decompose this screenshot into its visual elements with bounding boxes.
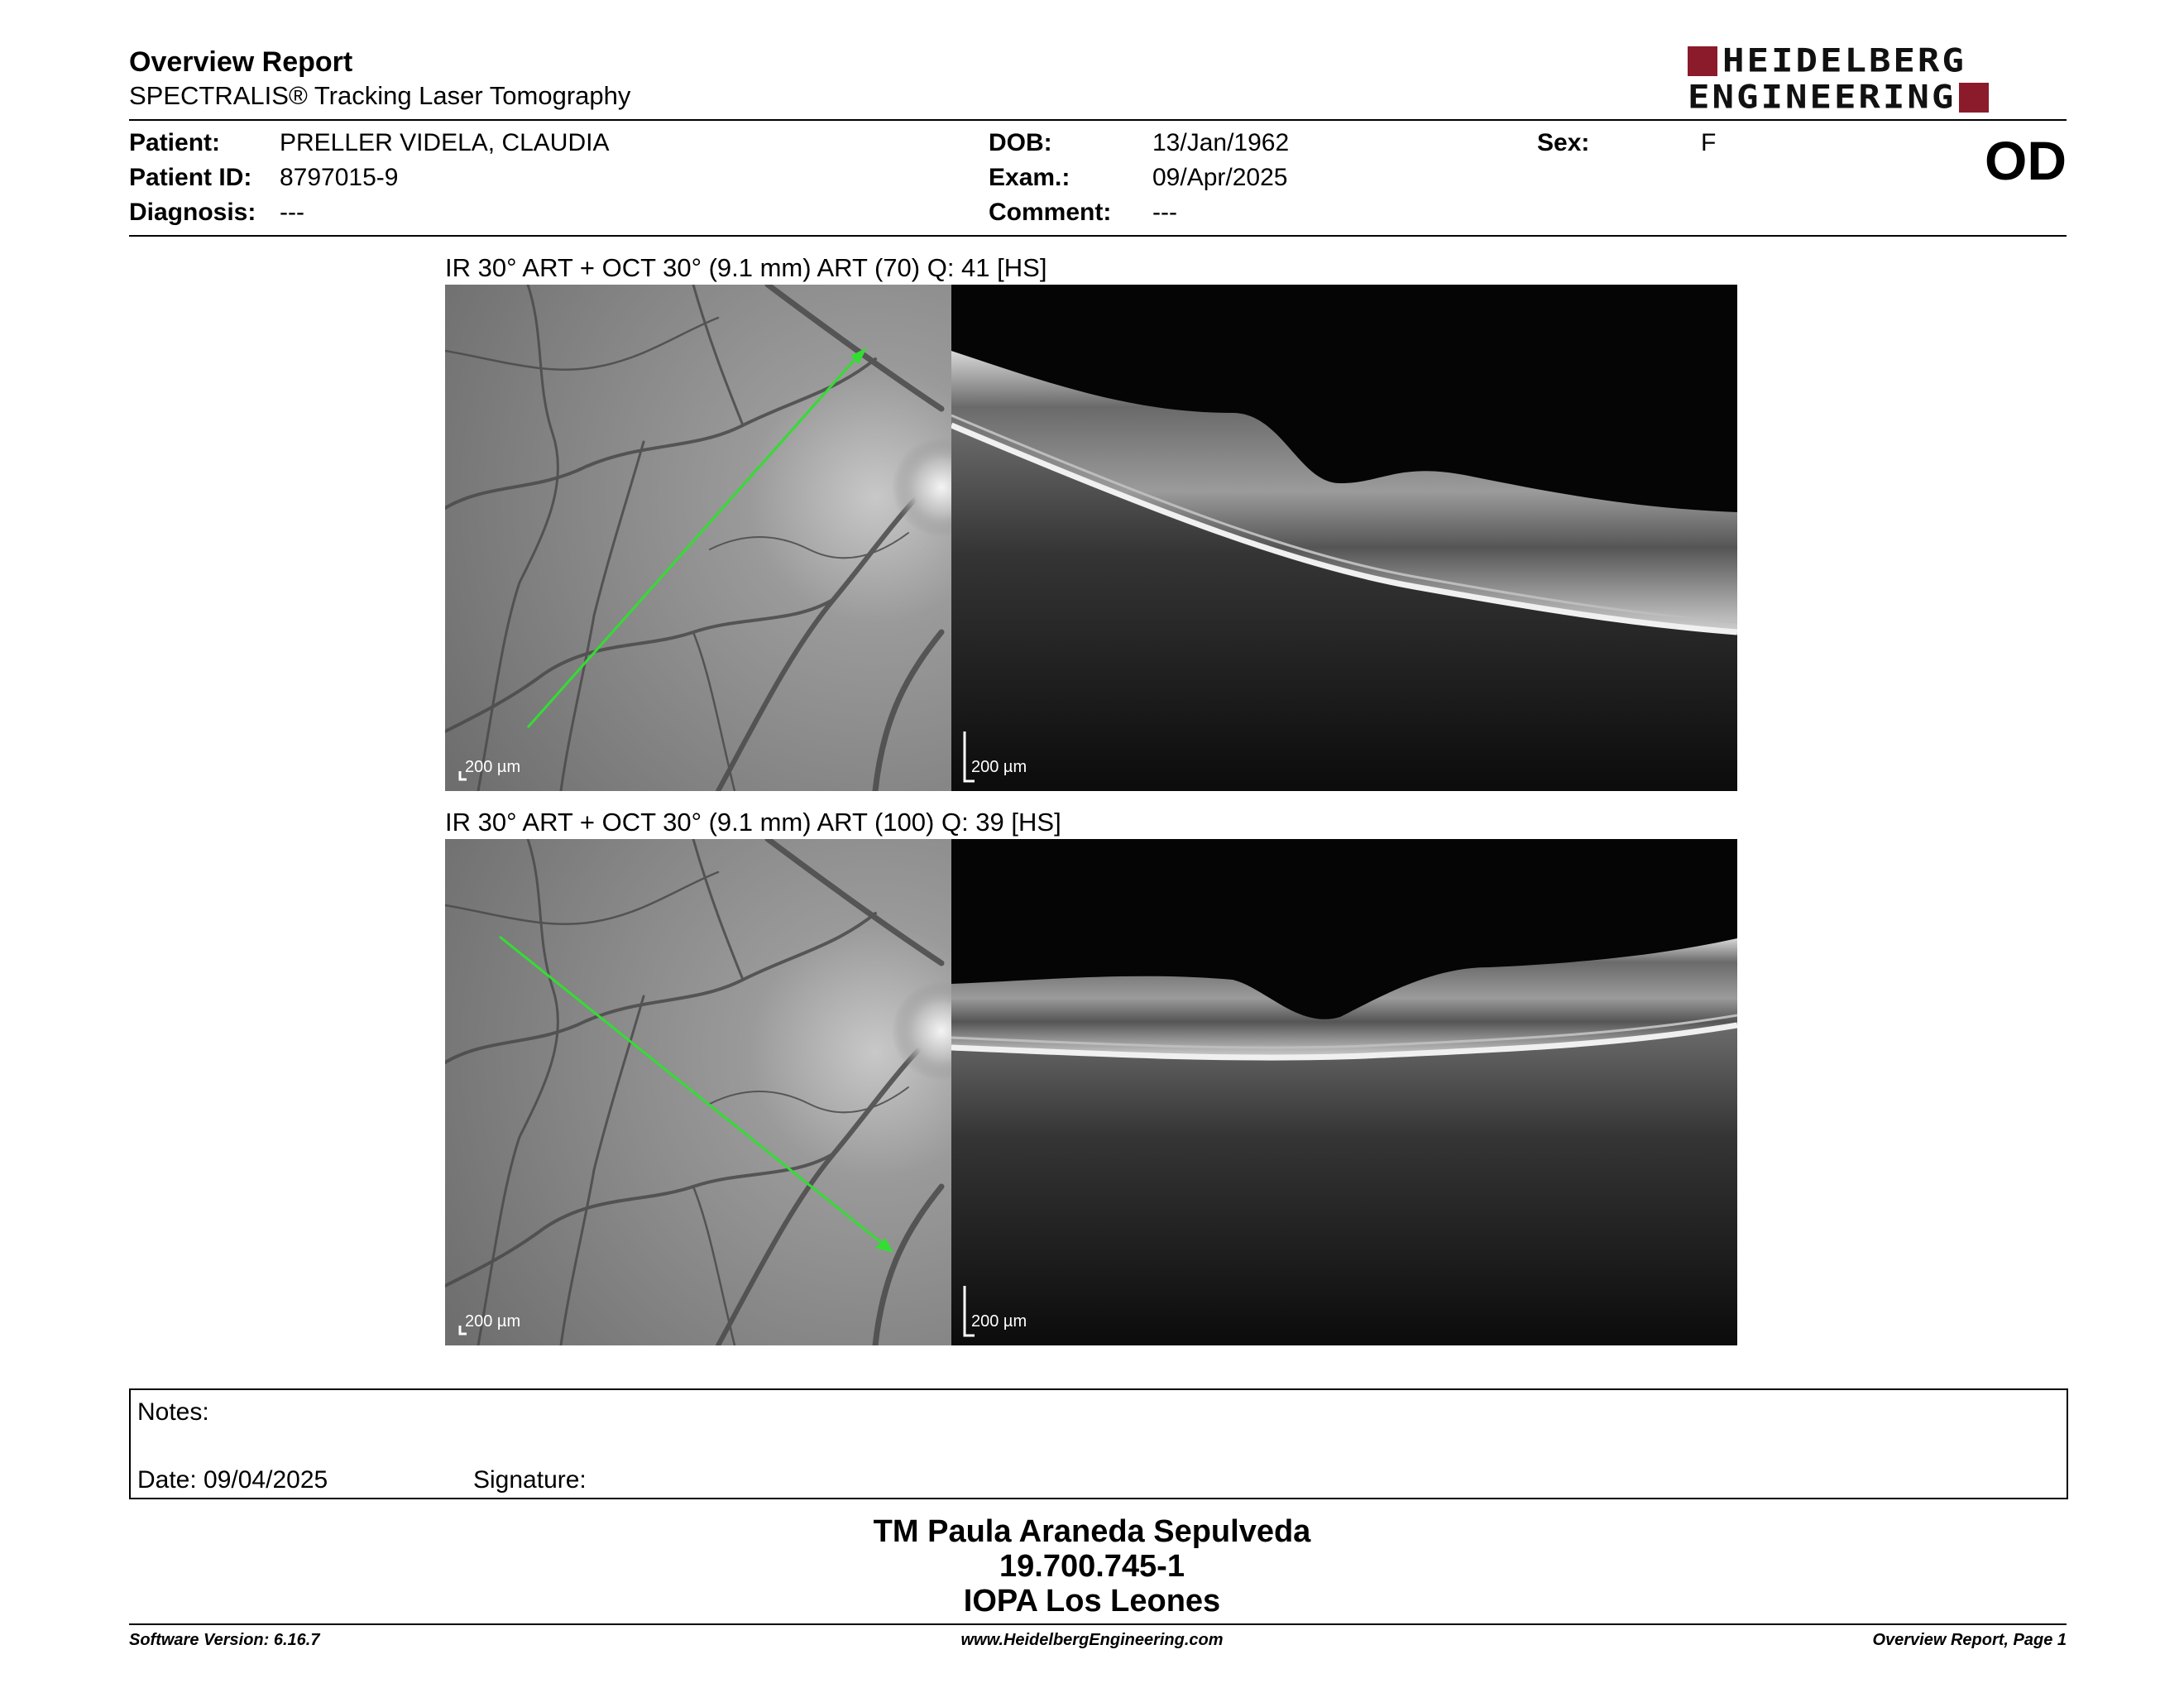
- notes-date: Date: 09/04/2025: [137, 1466, 328, 1494]
- scan-1-fundus-image: [445, 285, 951, 791]
- page-indicator: Overview Report, Page 1: [1872, 1631, 2067, 1649]
- comment-value: ---: [1152, 199, 1177, 226]
- patient-label: Patient:: [129, 129, 221, 156]
- footer-divider: [129, 1623, 2067, 1625]
- dob-value: 13/Jan/1962: [1152, 129, 1290, 156]
- scan-1-oct-image: [951, 285, 1737, 791]
- logo-square-icon: [1959, 83, 1989, 113]
- software-version: Software Version: 6.16.7: [129, 1631, 320, 1649]
- operator-institution: IOPA Los Leones: [963, 1584, 1221, 1618]
- sex-value: F: [1701, 129, 1717, 156]
- operator-name: TM Paula Araneda Sepulveda: [873, 1514, 1311, 1549]
- scan-2-fundus-scale: 200 µm: [465, 1312, 521, 1331]
- diagnosis-label: Diagnosis:: [129, 199, 256, 226]
- heidelberg-engineering-logo: [1688, 41, 2068, 117]
- notes-box: [129, 1388, 2068, 1499]
- scan-1-oct-scale: 200 µm: [971, 758, 1027, 776]
- exam-value: 09/Apr/2025: [1152, 164, 1288, 191]
- scan-2-oct-image: [951, 839, 1737, 1345]
- diagnosis-value: ---: [280, 199, 304, 226]
- header-divider: [129, 119, 2067, 121]
- eye-indicator: OD: [1985, 130, 2067, 191]
- report-title: Overview Report: [129, 46, 353, 78]
- scan-1-title: IR 30° ART + OCT 30° (9.1 mm) ART (70) Q: 41 [HS]: [445, 253, 1047, 282]
- sex-label: Sex:: [1537, 129, 1590, 156]
- scan-1-fundus-scale: 200 µm: [465, 758, 521, 776]
- logo-square-icon: [1688, 46, 1717, 76]
- operator-id: 19.700.745-1: [999, 1549, 1185, 1584]
- scan-1-panel: [445, 285, 1737, 791]
- exam-label: Exam.:: [989, 164, 1070, 191]
- scan-2-oct-scale: 200 µm: [971, 1312, 1027, 1331]
- scan-2-title: IR 30° ART + OCT 30° (9.1 mm) ART (100) Q: 39 [HS]: [445, 808, 1061, 837]
- scan-2-fundus-image: [445, 839, 951, 1345]
- website-link[interactable]: www.HeidelbergEngineering.com: [960, 1631, 1224, 1649]
- dob-label: DOB:: [989, 129, 1052, 156]
- patient-name: PRELLER VIDELA, CLAUDIA: [280, 129, 610, 156]
- scan-2-panel: [445, 839, 1737, 1345]
- report-subtitle: SPECTRALIS® Tracking Laser Tomography: [129, 81, 631, 110]
- patient-id-label: Patient ID:: [129, 164, 252, 191]
- comment-label: Comment:: [989, 199, 1112, 226]
- notes-label: Notes:: [137, 1398, 209, 1426]
- signature-label: Signature:: [473, 1466, 587, 1494]
- patient-id: 8797015-9: [280, 164, 399, 191]
- patient-divider: [129, 235, 2067, 237]
- logo-line1: HEIDELBERG: [1722, 41, 1966, 80]
- logo-line2: ENGINEERING: [1688, 78, 1956, 117]
